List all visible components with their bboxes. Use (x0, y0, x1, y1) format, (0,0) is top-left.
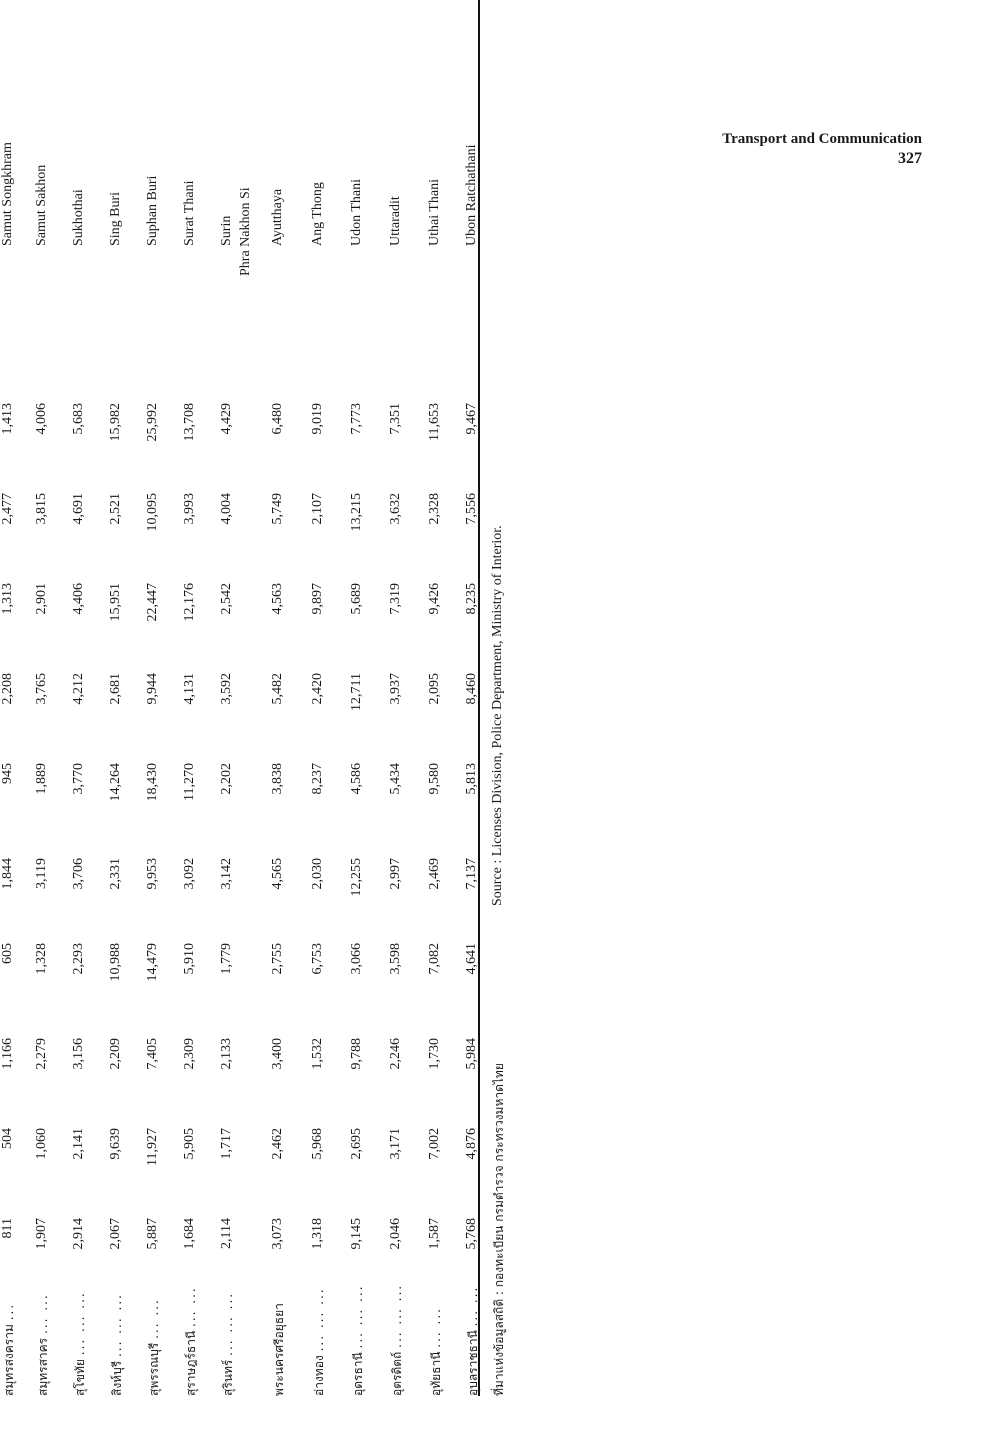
table-cell: 1,844 (0, 858, 15, 890)
table-cell: 15,951 (108, 583, 123, 622)
table-cell: 5,768 (464, 1218, 479, 1250)
province-name-english: Samut Sakhon (34, 164, 49, 246)
thai-label: สุโขทัย (73, 1359, 87, 1396)
table-cell: 25,992 (145, 403, 160, 442)
table-cell: 3,937 (388, 673, 403, 705)
page-header (722, 130, 922, 168)
table-row (34, 0, 58, 1396)
table-cell: 2,309 (182, 1038, 197, 1070)
table-cell: 4,131 (182, 673, 197, 705)
table-cell: 5,749 (270, 493, 285, 525)
leader-dots: ... ... ... (312, 1287, 326, 1352)
table-cell: 9,788 (349, 1038, 364, 1070)
province-name-english: Sukhothai (71, 189, 86, 246)
table-cell: 3,092 (182, 858, 197, 890)
table-cell: 13,215 (349, 493, 364, 532)
table-cell: 18,430 (145, 763, 160, 802)
table-cell: 9,944 (145, 673, 160, 705)
table-cell: 9,953 (145, 858, 160, 890)
table-cell: 7,351 (388, 403, 403, 435)
leader-dots: ... (2, 1302, 16, 1321)
table-cell: 1,166 (0, 1038, 15, 1070)
table-cell: 9,426 (427, 583, 442, 615)
table-row (71, 0, 95, 1396)
table-cell: 2,420 (310, 673, 325, 705)
table-cell: 2,246 (388, 1038, 403, 1070)
table-cell: 2,293 (71, 943, 86, 975)
leader-dots: ... ... (184, 1286, 198, 1327)
table-cell: 2,067 (108, 1218, 123, 1250)
province-name-english: Surin (219, 215, 234, 246)
table-row (349, 0, 373, 1396)
table-cell: 3,770 (71, 763, 86, 795)
table-cell: 6,480 (270, 403, 285, 435)
table-cell: 2,521 (108, 493, 123, 525)
leader-dots: ... ... (36, 1293, 50, 1335)
table-cell: 1,889 (34, 763, 49, 795)
table-cell: 2,681 (108, 673, 123, 705)
table-cell: 945 (0, 763, 15, 784)
table-cell: 1,318 (310, 1218, 325, 1250)
table-cell: 9,145 (349, 1218, 364, 1250)
table-cell: 9,639 (108, 1128, 123, 1160)
table-cell: 3,171 (388, 1128, 403, 1160)
table-cell: 1,717 (219, 1128, 234, 1160)
table-cell: 2,997 (388, 858, 403, 890)
thai-label: สิงห์บุรี (110, 1360, 124, 1396)
table-cell: 3,592 (219, 673, 234, 705)
table-cell: 5,910 (182, 943, 197, 975)
table-cell: 2,114 (219, 1218, 234, 1249)
table-cell: 5,482 (270, 673, 285, 705)
table-cell: 2,462 (270, 1128, 285, 1160)
table-cell: 7,082 (427, 943, 442, 975)
table-cell: 11,270 (182, 763, 197, 801)
table-row (388, 0, 412, 1396)
table-cell: 4,641 (464, 943, 479, 975)
table-cell: 3,598 (388, 943, 403, 975)
table-cell: 3,119 (34, 858, 49, 889)
leader-dots: ... ... ... (221, 1291, 235, 1356)
table-cell: 3,838 (270, 763, 285, 795)
source-note-thai: ที่มาแห่งข้อมูลสถิติ : กองทะเบียน กรมตำรวจ กระทรวงมหาดไทย (492, 1063, 506, 1396)
table-cell: 3,706 (71, 858, 86, 890)
leader-dots: ... ... (466, 1285, 480, 1327)
leader-dots: ... ... ... (73, 1291, 87, 1356)
province-name-english: Ubon Ratchathani (464, 144, 479, 246)
table-cell: 2,755 (270, 943, 285, 975)
table-cell: 7,405 (145, 1038, 160, 1070)
table-cell: 4,586 (349, 763, 364, 795)
province-name-english: Suphan Buri (145, 175, 160, 246)
page-number: 327 (898, 150, 922, 167)
table-cell: 2,095 (427, 673, 442, 705)
table-cell: 3,993 (182, 493, 197, 525)
table-cell: 3,765 (34, 673, 49, 705)
table-row (182, 0, 206, 1396)
table-cell: 2,030 (310, 858, 325, 890)
thai-label: อ่างทอง (312, 1355, 326, 1396)
table-cell: 12,255 (349, 858, 364, 897)
table-cell: 4,006 (34, 403, 49, 435)
section-title: Transport and Communication (722, 131, 922, 147)
table-cell: 7,773 (349, 403, 364, 435)
table-row (464, 0, 488, 1396)
table-cell: 12,711 (349, 673, 364, 711)
table-cell: 2,542 (219, 583, 234, 615)
table-cell: 4,004 (219, 493, 234, 525)
table-cell: 3,632 (388, 493, 403, 525)
leader-dots: ... ... ... (351, 1284, 365, 1349)
table-cell: 7,556 (464, 493, 479, 525)
table-cell: 3,073 (270, 1218, 285, 1250)
leader-dots: ... ... ... (390, 1283, 404, 1348)
table-cell: 2,141 (71, 1128, 86, 1160)
table-row (0, 0, 24, 1396)
table-cell: 6,753 (310, 943, 325, 975)
province-name-english: Surat Thani (182, 180, 197, 246)
table-row (108, 0, 132, 1396)
table-cell: 9,897 (310, 583, 325, 615)
province-name-english: Ang Thong (310, 182, 325, 246)
leader-dots: ... ... (147, 1298, 161, 1339)
table-cell: 5,968 (310, 1128, 325, 1160)
province-name-english: Sing Buri (108, 191, 123, 246)
table-cell: 2,695 (349, 1128, 364, 1160)
table-cell: 4,565 (270, 858, 285, 890)
table-cell: 5,813 (464, 763, 479, 795)
table-cell: 3,815 (34, 493, 49, 525)
table-cell: 7,002 (427, 1128, 442, 1160)
table-cell: 7,137 (464, 858, 479, 890)
table-cell: 1,907 (34, 1218, 49, 1250)
table-cell: 1,587 (427, 1218, 442, 1250)
province-name-english-prefix: Phra Nakhon Si (238, 187, 253, 276)
table-cell: 14,479 (145, 943, 160, 982)
table-cell: 1,328 (34, 943, 49, 975)
table-cell: 10,095 (145, 493, 160, 532)
table-cell: 2,209 (108, 1038, 123, 1070)
table-cell: 4,563 (270, 583, 285, 615)
table-cell: 2,328 (427, 493, 442, 525)
province-name-english: Uthai Thani (427, 178, 442, 246)
table-cell: 5,689 (349, 583, 364, 615)
table-cell: 9,019 (310, 403, 325, 435)
table-row (145, 0, 169, 1396)
thai-label: อุบลราชธานี (466, 1330, 480, 1396)
leader-dots: ... ... (429, 1307, 443, 1348)
table-cell: 3,156 (71, 1038, 86, 1070)
table-cell: 2,202 (219, 763, 234, 795)
table-cell: 5,683 (71, 403, 86, 435)
table-cell: 22,447 (145, 583, 160, 622)
table-cell: 1,532 (310, 1038, 325, 1070)
table-cell: 9,580 (427, 763, 442, 795)
thai-label: พระนครศรีอยุธยา (272, 1303, 286, 1396)
table-cell: 9,467 (464, 403, 479, 435)
thai-label: สุรินทร์ (221, 1359, 235, 1396)
table-cell: 605 (0, 943, 15, 964)
table-cell: 2,914 (71, 1218, 86, 1250)
table-cell: 15,982 (108, 403, 123, 442)
table-cell: 10,988 (108, 943, 123, 982)
table-cell: 2,279 (34, 1038, 49, 1070)
table-cell: 11,653 (427, 403, 442, 441)
table-cell: 3,400 (270, 1038, 285, 1070)
table-cell: 4,212 (71, 673, 86, 705)
table-cell: 8,237 (310, 763, 325, 795)
table-cell: 1,313 (0, 583, 15, 615)
thai-label: อุดรธานี (351, 1352, 365, 1396)
table-cell: 11,927 (145, 1128, 160, 1166)
table-cell: 2,469 (427, 858, 442, 890)
table-cell: 14,264 (108, 763, 123, 802)
table-cell: 4,691 (71, 493, 86, 525)
table-cell: 5,887 (145, 1218, 160, 1250)
table-cell: 4,876 (464, 1128, 479, 1160)
table-cell: 7,319 (388, 583, 403, 615)
table-cell: 1,413 (0, 403, 15, 435)
province-name-english: Ayutthaya (270, 188, 285, 246)
table-cell: 504 (0, 1128, 15, 1149)
table-cell: 3,066 (349, 943, 364, 975)
table-cell: 4,406 (71, 583, 86, 615)
table-cell: 2,901 (34, 583, 49, 615)
table-cell: 2,208 (0, 673, 15, 705)
table-cell: 4,429 (219, 403, 234, 435)
province-name-english: Samut Songkhram (0, 142, 15, 246)
table-cell: 2,133 (219, 1038, 234, 1070)
table-cell: 12,176 (182, 583, 197, 622)
table-cell: 811 (0, 1218, 15, 1239)
table-row (427, 0, 451, 1396)
thai-label: สุพรรณบุรี (147, 1342, 161, 1396)
table-cell: 8,235 (464, 583, 479, 615)
table-cell: 5,905 (182, 1128, 197, 1160)
thai-label: สมุทรสงคราม (2, 1324, 16, 1396)
table-cell: 2,477 (0, 493, 15, 525)
table-cell: 3,142 (219, 858, 234, 890)
table-cell: 2,331 (108, 858, 123, 890)
thai-label: อุตรดิตถ์ (390, 1351, 404, 1396)
table-cell: 1,060 (34, 1128, 49, 1160)
table-cell: 2,046 (388, 1218, 403, 1250)
table-cell: 1,684 (182, 1218, 197, 1250)
thai-label: อุทัยธานี (429, 1351, 443, 1396)
thai-label: สมุทรสาคร (36, 1337, 50, 1396)
table-cell: 1,730 (427, 1038, 442, 1070)
province-name-english: Udon Thani (349, 178, 364, 246)
table-cell: 13,708 (182, 403, 197, 442)
source-note-english: Source : Licenses Division, Police Department, Ministry of Interior. (490, 525, 505, 906)
table-cell: 8,460 (464, 673, 479, 705)
table-cell: 2,107 (310, 493, 325, 525)
table-cell: 5,984 (464, 1038, 479, 1070)
table-cell: 1,779 (219, 943, 234, 975)
leader-dots: ... ... ... (110, 1293, 124, 1358)
table-row (310, 0, 334, 1396)
province-name-english: Uttaradit (388, 196, 403, 246)
table-cell: 5,434 (388, 763, 403, 795)
thai-label: สุราษฎร์ธานี (184, 1330, 198, 1396)
table-row (238, 0, 294, 1396)
